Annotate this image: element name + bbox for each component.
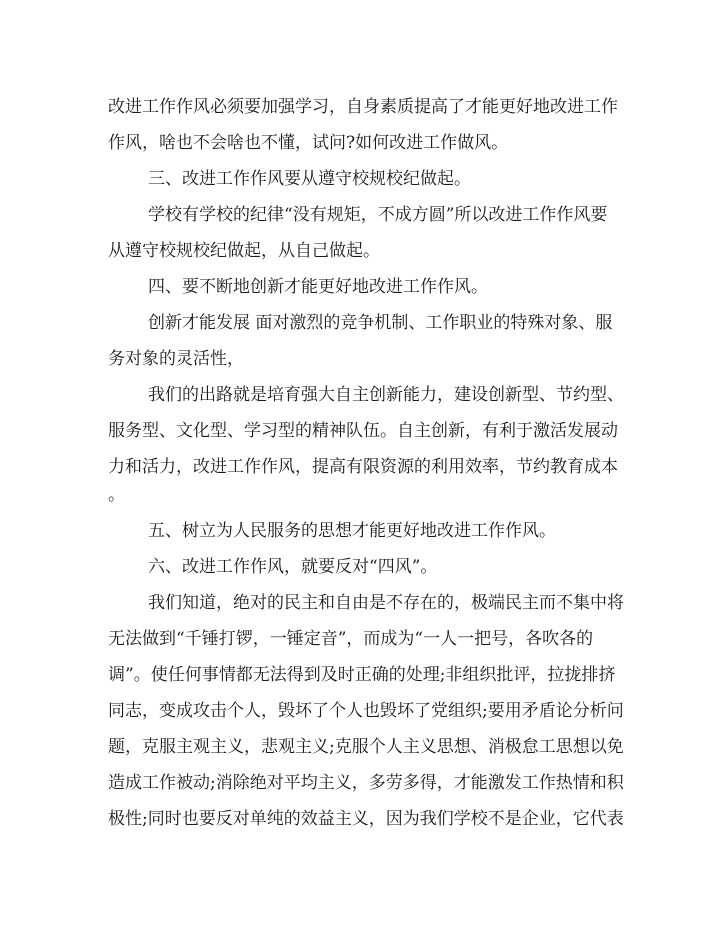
text-line: 改进工作作风必须要加强学习，自身素质提高了才能更好地改进工作 — [108, 97, 618, 117]
section-heading: 三、改进工作作风要从遵守校规校纪做起。 — [148, 169, 471, 189]
text-line: 务对象的灵活性， — [108, 349, 244, 369]
text-line: 。 — [108, 485, 125, 505]
text-line: 极性;同时也要反对单纯的效益主义，因为我们学校不是企业，它代表 — [108, 809, 624, 829]
section-heading: 四、要不断地创新才能更好地改进工作作风。 — [148, 277, 488, 297]
text-line: 服务型、文化型、学习型的精神队伍。自主创新，有利于激活发展动 — [108, 421, 618, 441]
text-line: 从遵守校规校纪做起，从自己做起。 — [108, 241, 380, 261]
text-line: 力和活力，改进工作作风，提高有限资源的利用效率，节约教育成本 — [108, 457, 618, 477]
text-line: 题，克服主观主义，悲观主义;克服个人主义思想、消极怠工思想以免 — [108, 737, 624, 757]
text-line: 作风，啥也不会啥也不懂，试问?如何改进工作做风。 — [108, 133, 509, 153]
text-line: 同志，变成攻击个人，毁坏了个人也毁坏了党组织;要用矛盾论分析问 — [108, 701, 624, 721]
text-line: 调”。使任何事情都无法得到及时正确的处理;非组织批评，拉拢排挤 — [108, 665, 616, 685]
text-line: 造成工作被动;消除绝对平均主义，多劳多得，才能激发工作热情和积 — [108, 773, 624, 793]
text-line: 创新才能发展 面对激烈的竞争机制、工作职业的特殊对象、服 — [148, 313, 613, 333]
section-heading: 六、改进工作作风，就要反对“四风”。 — [148, 557, 438, 577]
section-heading: 五、树立为人民服务的思想才能更好地改进工作作风。 — [148, 521, 556, 541]
text-line: 我们的出路就是培育强大自主创新能力，建设创新型、节约型、 — [148, 385, 624, 405]
text-line: 学校有学校的纪律“没有规矩，不成方圆”所以改进工作作风要 — [148, 205, 608, 225]
text-line: 我们知道，绝对的民主和自由是不存在的，极端民主而不集中将 — [148, 593, 624, 613]
text-line: 无法做到“千锤打锣，一锤定音”，而成为“一人一把号，各吹各的 — [108, 629, 594, 649]
